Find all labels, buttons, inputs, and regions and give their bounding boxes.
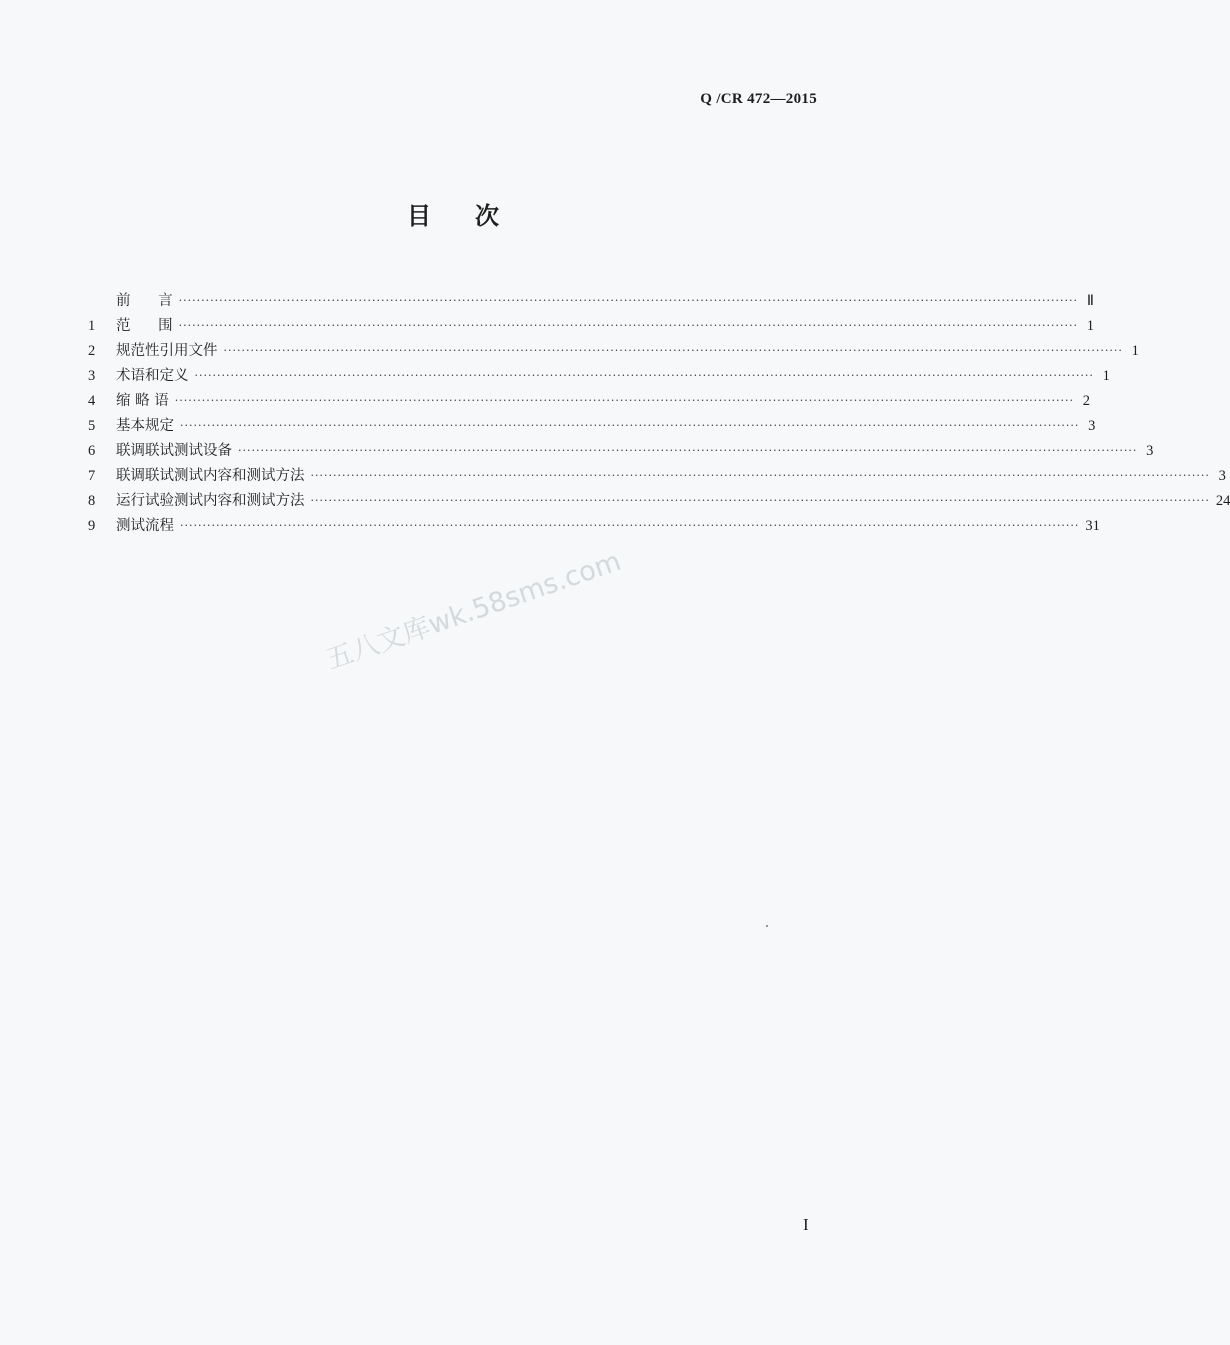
toc-entry-label: 术语和定义 <box>116 368 189 384</box>
toc-leader-dots: ········································································································································································································ <box>310 469 1210 482</box>
table-of-contents <box>88 285 1230 535</box>
stray-dot <box>766 925 768 927</box>
toc-entry[interactable] <box>88 510 1100 535</box>
toc-entry[interactable] <box>88 435 1154 460</box>
toc-entry-number: 1 <box>88 318 96 334</box>
toc-entry-page: 1 <box>1086 318 1094 334</box>
toc-entry-label: 范 围 <box>116 318 173 334</box>
toc-title: 目次 <box>407 202 543 230</box>
toc-entry-label: 基本规定 <box>116 418 174 434</box>
toc-leader-dots: ········································································································································································································ <box>194 369 1094 382</box>
toc-leader-dots: ········································································································································································································ <box>174 394 1075 407</box>
toc-entry-number: 9 <box>88 518 96 534</box>
toc-entry-label: 前 言 <box>116 293 173 309</box>
toc-leader-dots: ········································································································································································································ <box>180 419 1080 432</box>
toc-leader-dots: ········································································································································································································ <box>223 344 1123 357</box>
toc-entry-label: 运行试验测试内容和测试方法 <box>116 493 305 509</box>
toc-leader-dots: ········································································································································································································ <box>178 319 1078 332</box>
page-number: I <box>803 1215 809 1234</box>
toc-entry-page: 3 <box>1088 418 1096 434</box>
toc-entry-number: 2 <box>88 343 96 359</box>
toc-entry-label: 联调联试测试内容和测试方法 <box>116 468 305 484</box>
toc-entry-page: Ⅱ <box>1086 293 1094 309</box>
toc-entry[interactable] <box>88 310 1094 335</box>
toc-leader-dots: ········································································································································································································ <box>178 294 1078 307</box>
toc-entry-number: 4 <box>88 393 96 409</box>
toc-entry-page: 2 <box>1082 393 1091 409</box>
toc-entry[interactable] <box>88 335 1139 360</box>
toc-entry-number: 6 <box>88 443 96 459</box>
toc-entry[interactable] <box>88 410 1096 435</box>
toc-leader-dots: ········································································································································································································ <box>310 494 1210 507</box>
toc-entry-page: 3 <box>1146 443 1154 459</box>
standard-code: Q /CR 472—2015 <box>700 91 817 107</box>
toc-entry-number: 5 <box>88 418 96 434</box>
toc-entry[interactable] <box>88 360 1110 385</box>
toc-entry-page: 24 <box>1215 493 1230 509</box>
toc-leader-dots: ········································································································································································································ <box>180 519 1080 532</box>
toc-leader-dots: ········································································································································································································ <box>238 444 1138 457</box>
toc-entry-page: 1 <box>1131 343 1139 359</box>
toc-entry[interactable] <box>88 385 1091 410</box>
toc-entry-page: 31 <box>1085 518 1100 534</box>
toc-entry-label: 规范性引用文件 <box>116 343 218 359</box>
toc-entry-label: 缩 略 语 <box>116 393 169 409</box>
toc-entry[interactable] <box>88 285 1094 310</box>
toc-entry-label: 测试流程 <box>116 518 174 534</box>
toc-entry-page: 1 <box>1102 368 1110 384</box>
toc-entry-number: 7 <box>88 468 96 484</box>
toc-entry-number: 3 <box>88 368 96 384</box>
toc-entry[interactable] <box>88 460 1226 485</box>
toc-entry-number: 8 <box>88 493 96 509</box>
toc-entry-page: 3 <box>1218 468 1226 484</box>
toc-entry-label: 联调联试测试设备 <box>116 443 232 459</box>
toc-entry[interactable] <box>88 485 1230 510</box>
watermark: 五八文库wk.58sms.com <box>322 545 625 676</box>
